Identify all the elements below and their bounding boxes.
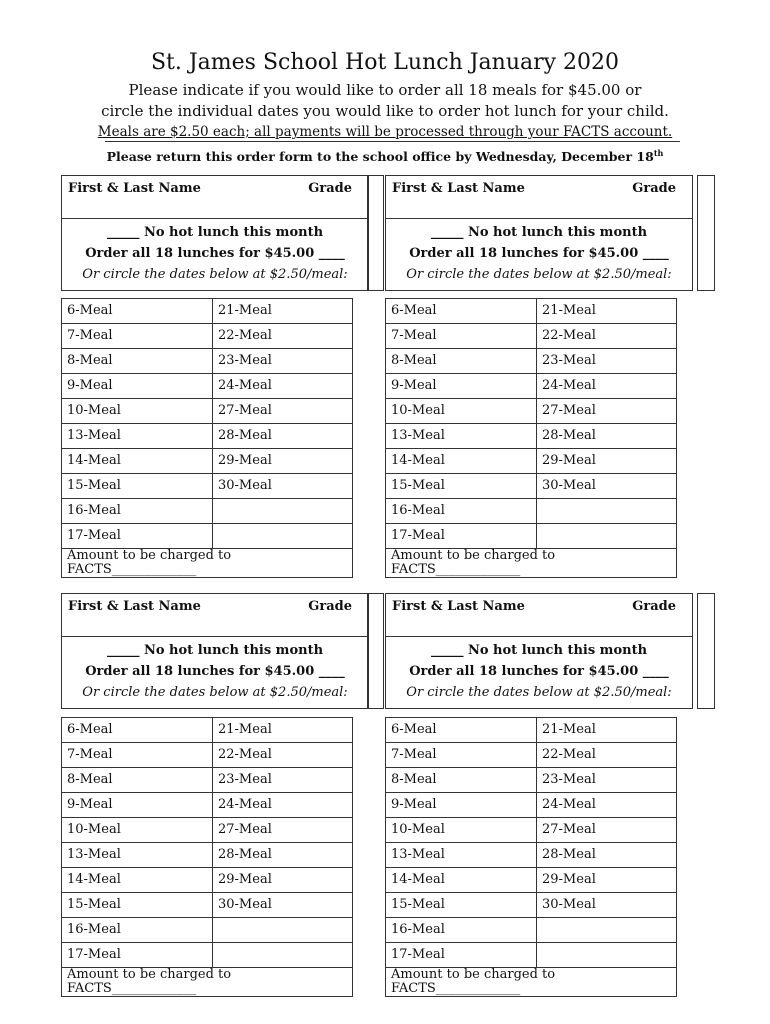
meal-date-cell[interactable]: 24-Meal: [213, 374, 353, 399]
meal-row: [386, 474, 677, 499]
return-notice: [0, 144, 770, 166]
meal-date-cell[interactable]: 10-Meal: [62, 818, 213, 843]
meal-date-cell[interactable]: 16-Meal: [386, 918, 537, 943]
meal-date-cell[interactable]: 30-Meal: [213, 474, 353, 499]
meal-row: [386, 499, 677, 524]
return-notice-suffix: th: [653, 148, 664, 158]
meal-date-cell[interactable]: 29-Meal: [537, 868, 677, 893]
meal-date-cell[interactable]: 30-Meal: [537, 474, 677, 499]
meal-date-cell[interactable]: 9-Meal: [386, 793, 537, 818]
meal-row: [386, 893, 677, 918]
meal-row: [62, 818, 353, 843]
meal-date-cell: [537, 499, 677, 524]
meal-date-cell[interactable]: 21-Meal: [213, 718, 353, 743]
meal-row: [62, 474, 353, 499]
meal-date-cell[interactable]: 27-Meal: [537, 399, 677, 424]
meal-row: [62, 499, 353, 524]
meal-row: [62, 449, 353, 474]
return-notice-text: Please return this order form to the school office by Wednesday, December 18: [106, 149, 654, 165]
meal-date-cell[interactable]: 9-Meal: [386, 374, 537, 399]
meal-date-cell[interactable]: 16-Meal: [62, 918, 213, 943]
meal-date-cell[interactable]: 13-Meal: [62, 843, 213, 868]
meal-date-cell[interactable]: 13-Meal: [62, 424, 213, 449]
no-hot-lunch-option[interactable]: _____ No hot lunch this month: [106, 225, 324, 240]
name-label: First & Last Name: [392, 181, 525, 196]
instructions-line-3: [0, 122, 770, 142]
meal-row: [62, 918, 353, 943]
meal-date-cell[interactable]: 27-Meal: [213, 818, 353, 843]
no-hot-lunch-option[interactable]: _____ No hot lunch this month: [106, 643, 324, 658]
amount-row: [62, 549, 353, 578]
meal-date-cell[interactable]: 29-Meal: [213, 868, 353, 893]
meal-date-cell[interactable]: 29-Meal: [213, 449, 353, 474]
meal-date-cell[interactable]: 14-Meal: [62, 868, 213, 893]
meal-row: [386, 399, 677, 424]
order-all-option[interactable]: Order all 18 lunches for $45.00 ____: [409, 664, 669, 679]
meal-date-cell: [537, 524, 677, 549]
meal-row: [62, 524, 353, 549]
amount-row: [386, 549, 677, 578]
circle-dates-instruction: Or circle the dates below at $2.50/meal:: [406, 685, 672, 700]
margin-column: [367, 175, 384, 291]
meal-row: [62, 374, 353, 399]
meal-date-cell[interactable]: 14-Meal: [386, 449, 537, 474]
meal-row: [386, 424, 677, 449]
meal-date-cell[interactable]: 30-Meal: [213, 893, 353, 918]
meal-date-cell[interactable]: 27-Meal: [213, 399, 353, 424]
meal-date-cell: [213, 918, 353, 943]
meal-row: [62, 793, 353, 818]
meal-row: [62, 424, 353, 449]
meal-date-cell: [213, 499, 353, 524]
amount-charged-field[interactable]: Amount to be charged to FACTS_____________: [386, 968, 677, 997]
meal-date-cell[interactable]: 10-Meal: [386, 399, 537, 424]
meal-date-cell[interactable]: 22-Meal: [213, 743, 353, 768]
meal-row: [62, 743, 353, 768]
student-order-box: [385, 175, 693, 291]
amount-charged-field[interactable]: Amount to be charged to FACTS_____________: [62, 549, 353, 578]
meal-row: [62, 893, 353, 918]
meal-date-cell[interactable]: 21-Meal: [213, 299, 353, 324]
meal-date-cell[interactable]: 10-Meal: [62, 399, 213, 424]
meal-row: [386, 818, 677, 843]
meal-date-cell[interactable]: 16-Meal: [386, 499, 537, 524]
meal-date-cell[interactable]: 9-Meal: [62, 374, 213, 399]
amount-charged-field[interactable]: Amount to be charged to FACTS_____________: [62, 968, 353, 997]
meal-row: [62, 324, 353, 349]
name-grade-row[interactable]: [386, 594, 692, 637]
meal-row: [62, 943, 353, 968]
meal-date-cell[interactable]: 15-Meal: [62, 474, 213, 499]
meal-row: [386, 918, 677, 943]
meal-row: [62, 868, 353, 893]
grade-label: Grade: [632, 181, 676, 196]
order-all-option[interactable]: Order all 18 lunches for $45.00 ____: [409, 246, 669, 261]
payment-note: Meals are $2.50 each; all payments will be processed through your FACTS account.: [97, 124, 673, 140]
amount-row: [62, 968, 353, 997]
meal-date-cell[interactable]: 6-Meal: [386, 718, 537, 743]
no-hot-lunch-option[interactable]: _____ No hot lunch this month: [430, 643, 648, 658]
meal-date-cell: [537, 943, 677, 968]
meal-date-cell[interactable]: 6-Meal: [386, 299, 537, 324]
name-label: First & Last Name: [392, 599, 525, 614]
meal-date-cell[interactable]: 8-Meal: [386, 349, 537, 374]
meal-row: [386, 524, 677, 549]
meal-row: [62, 299, 353, 324]
amount-charged-field[interactable]: Amount to be charged to FACTS_____________: [386, 549, 677, 578]
meal-date-cell[interactable]: 28-Meal: [213, 843, 353, 868]
order-all-option[interactable]: Order all 18 lunches for $45.00 ____: [85, 246, 345, 261]
meal-row: [62, 718, 353, 743]
instructions-line-1: Please indicate if you would like to order all 18 meals for $45.00 or: [128, 81, 642, 99]
meal-date-cell[interactable]: 6-Meal: [62, 718, 213, 743]
meal-row: [386, 324, 677, 349]
meal-dates-table: [61, 298, 353, 578]
meal-row: [386, 374, 677, 399]
meal-date-cell[interactable]: 30-Meal: [537, 893, 677, 918]
meal-row: [386, 349, 677, 374]
meal-date-cell[interactable]: 7-Meal: [386, 324, 537, 349]
grade-label: Grade: [308, 181, 352, 196]
meal-date-cell: [537, 918, 677, 943]
meal-date-cell[interactable]: 22-Meal: [537, 743, 677, 768]
meal-date-cell[interactable]: 14-Meal: [62, 449, 213, 474]
meal-row: [386, 793, 677, 818]
meal-date-cell[interactable]: 9-Meal: [62, 793, 213, 818]
amount-row: [386, 968, 677, 997]
meal-date-cell[interactable]: 21-Meal: [537, 299, 677, 324]
meal-date-cell[interactable]: 23-Meal: [213, 349, 353, 374]
student-order-box: [61, 175, 369, 291]
name-label: First & Last Name: [68, 181, 201, 196]
meal-date-cell[interactable]: 8-Meal: [386, 768, 537, 793]
no-hot-lunch-option[interactable]: _____ No hot lunch this month: [430, 225, 648, 240]
meal-date-cell[interactable]: 8-Meal: [62, 349, 213, 374]
meal-date-cell[interactable]: 8-Meal: [62, 768, 213, 793]
student-order-box: [61, 593, 369, 709]
meal-date-cell[interactable]: 17-Meal: [62, 524, 213, 549]
margin-column: [697, 593, 715, 709]
margin-column: [367, 593, 384, 709]
name-grade-row[interactable]: [62, 176, 368, 219]
meal-date-cell[interactable]: 14-Meal: [386, 868, 537, 893]
meal-row: [62, 349, 353, 374]
meal-date-cell[interactable]: 6-Meal: [62, 299, 213, 324]
meal-date-cell[interactable]: 24-Meal: [537, 793, 677, 818]
meal-date-cell[interactable]: 13-Meal: [386, 843, 537, 868]
meal-date-cell[interactable]: 15-Meal: [386, 893, 537, 918]
meal-dates-table: [385, 717, 677, 997]
meal-row: [386, 718, 677, 743]
circle-dates-instruction: Or circle the dates below at $2.50/meal:: [406, 267, 672, 282]
meal-date-cell[interactable]: 24-Meal: [537, 374, 677, 399]
margin-column: [697, 175, 715, 291]
meal-date-cell[interactable]: 23-Meal: [537, 349, 677, 374]
header-divider: [105, 141, 680, 142]
meal-date-cell[interactable]: 28-Meal: [537, 424, 677, 449]
meal-row: [386, 843, 677, 868]
grade-label: Grade: [308, 599, 352, 614]
circle-dates-instruction: Or circle the dates below at $2.50/meal:: [82, 267, 348, 282]
meal-date-cell[interactable]: 24-Meal: [213, 793, 353, 818]
meal-row: [386, 768, 677, 793]
meal-date-cell[interactable]: 15-Meal: [386, 474, 537, 499]
meal-date-cell[interactable]: 23-Meal: [213, 768, 353, 793]
instructions-line-2: circle the individual dates you would like to order hot lunch for your child.: [101, 102, 669, 120]
meal-row: [386, 299, 677, 324]
name-label: First & Last Name: [68, 599, 201, 614]
meal-date-cell[interactable]: 23-Meal: [537, 768, 677, 793]
meal-date-cell[interactable]: 7-Meal: [62, 743, 213, 768]
meal-date-cell[interactable]: 28-Meal: [537, 843, 677, 868]
meal-date-cell[interactable]: 13-Meal: [386, 424, 537, 449]
meal-date-cell[interactable]: 27-Meal: [537, 818, 677, 843]
meal-date-cell[interactable]: 28-Meal: [213, 424, 353, 449]
meal-date-cell[interactable]: 17-Meal: [62, 943, 213, 968]
meal-row: [386, 449, 677, 474]
meal-date-cell[interactable]: 17-Meal: [386, 943, 537, 968]
page-title: St. James School Hot Lunch January 2020: [150, 50, 620, 75]
student-order-box: [385, 593, 693, 709]
name-grade-row[interactable]: [62, 594, 368, 637]
meal-date-cell[interactable]: 15-Meal: [62, 893, 213, 918]
meal-date-cell[interactable]: 21-Meal: [537, 718, 677, 743]
meal-date-cell[interactable]: 22-Meal: [213, 324, 353, 349]
meal-date-cell: [213, 943, 353, 968]
meal-date-cell[interactable]: 17-Meal: [386, 524, 537, 549]
name-grade-row[interactable]: [386, 176, 692, 219]
meal-date-cell[interactable]: 7-Meal: [62, 324, 213, 349]
order-all-option[interactable]: Order all 18 lunches for $45.00 ____: [85, 664, 345, 679]
meal-row: [386, 943, 677, 968]
meal-row: [62, 843, 353, 868]
meal-row: [386, 743, 677, 768]
meal-date-cell[interactable]: 16-Meal: [62, 499, 213, 524]
meal-row: [386, 868, 677, 893]
grade-label: Grade: [632, 599, 676, 614]
meal-date-cell[interactable]: 10-Meal: [386, 818, 537, 843]
meal-dates-table: [385, 298, 677, 578]
meal-date-cell[interactable]: 7-Meal: [386, 743, 537, 768]
meal-date-cell: [213, 524, 353, 549]
meal-dates-table: [61, 717, 353, 997]
meal-date-cell[interactable]: 22-Meal: [537, 324, 677, 349]
meal-row: [62, 399, 353, 424]
meal-date-cell[interactable]: 29-Meal: [537, 449, 677, 474]
circle-dates-instruction: Or circle the dates below at $2.50/meal:: [82, 685, 348, 700]
meal-row: [62, 768, 353, 793]
